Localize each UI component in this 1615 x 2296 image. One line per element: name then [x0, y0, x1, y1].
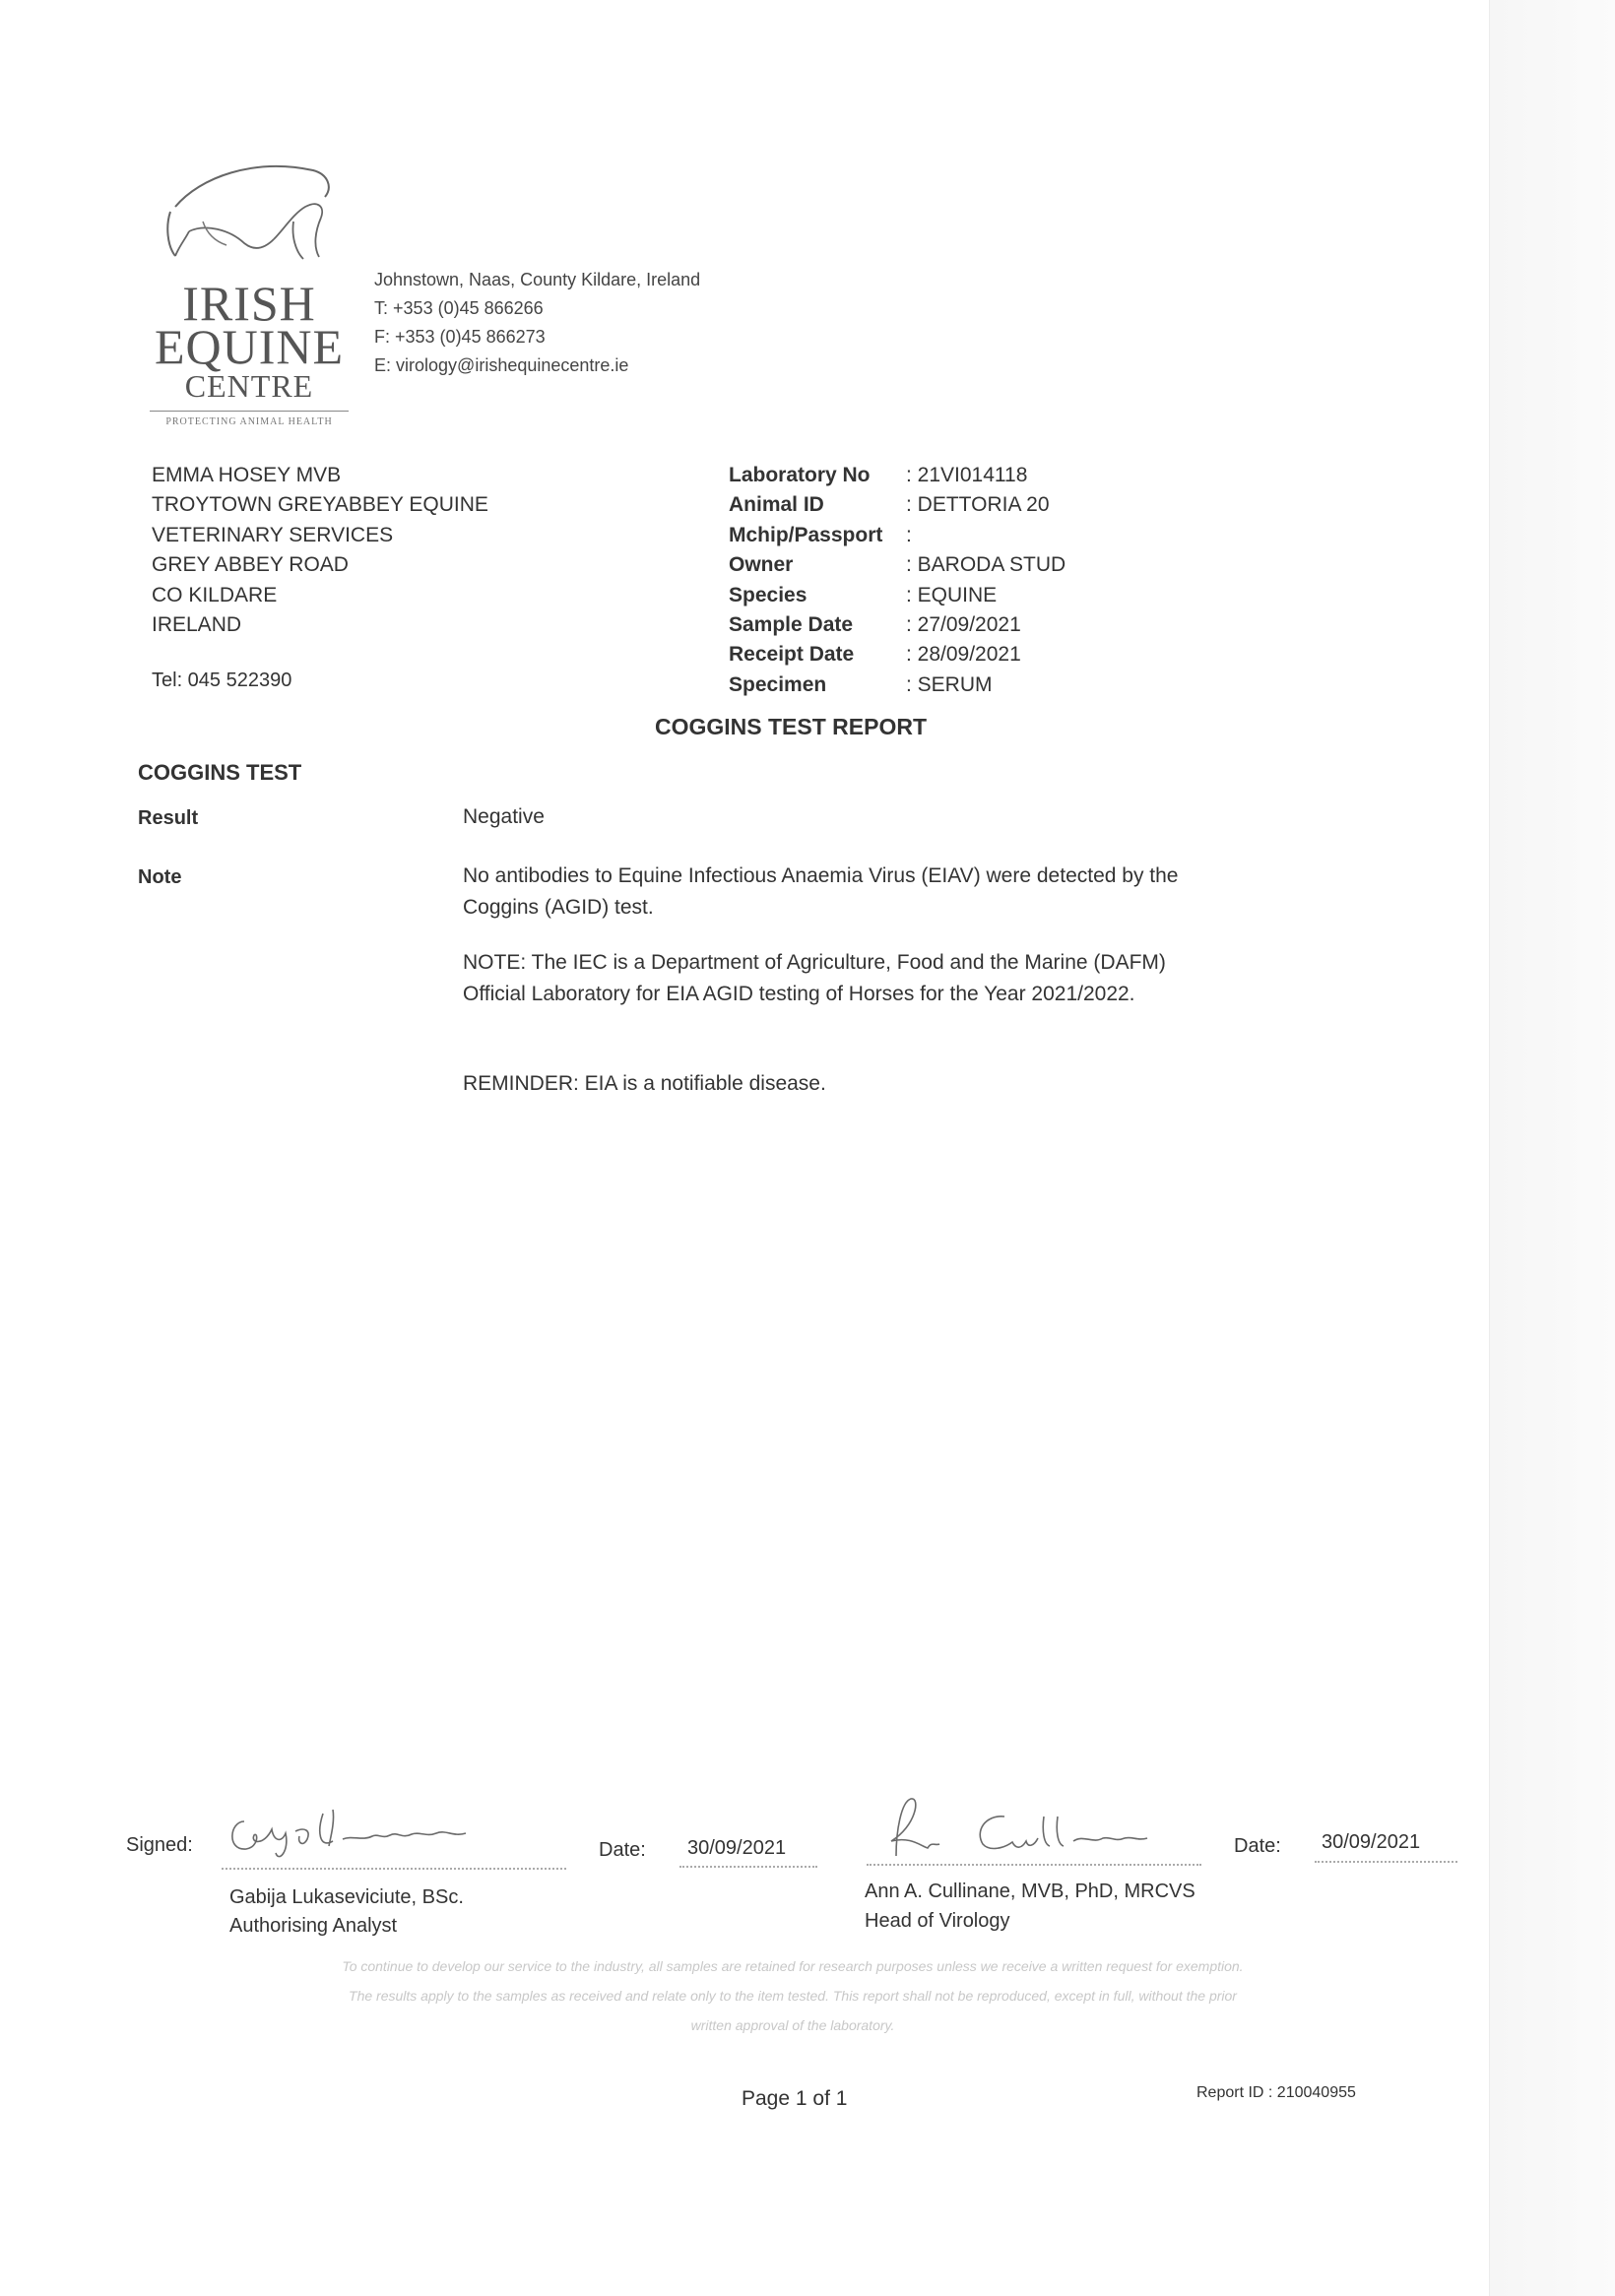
detail-label: Receipt Date — [729, 643, 855, 667]
date-line-1 — [679, 1866, 817, 1868]
date-value-2: 30/09/2021 — [1322, 1831, 1421, 1853]
page-number: Page 1 of 1 — [742, 2087, 848, 2110]
date-label-1: Date: — [599, 1839, 646, 1861]
detail-value: : 27/09/2021 — [906, 612, 1021, 636]
contact-block — [374, 266, 700, 380]
detail-label: Sample Date — [729, 612, 854, 636]
address-line: VETERINARY SERVICES — [152, 523, 394, 546]
contact-email — [374, 351, 700, 380]
date-value-1: 30/09/2021 — [687, 1837, 787, 1859]
note-label: Note — [138, 866, 182, 888]
detail-value: : EQUINE — [906, 583, 998, 606]
phone-value: +353 (0)45 866266 — [393, 298, 544, 318]
date-label-2: Date: — [1234, 1835, 1281, 1857]
detail-row — [729, 550, 1066, 580]
sample-details — [729, 461, 1066, 700]
detail-row — [729, 640, 1066, 670]
result-label: Result — [138, 807, 199, 829]
report-id: Report ID : 210040955 — [1196, 2084, 1356, 2101]
address-line: IRELAND — [152, 613, 242, 637]
detail-row — [729, 490, 1066, 520]
address-line: GREY ABBEY ROAD — [152, 553, 349, 577]
logo-word-irish: IRISH — [182, 276, 316, 331]
note-paragraph: NOTE: The IEC is a Department of Agriculture, Food and the Marine (DAFM) Official Laboratory for EIA AGID testing of Horses for the Year 2021/2022. — [463, 951, 1166, 1005]
irish-equine-centre-logo — [146, 153, 353, 438]
signature-line-1 — [222, 1868, 566, 1870]
detail-row — [729, 610, 1066, 640]
signature-1 — [225, 1792, 520, 1866]
signature-2 — [867, 1787, 1162, 1866]
contact-address: Johnstown, Naas, County Kildare, Ireland — [374, 270, 701, 289]
detail-label: Owner — [729, 553, 794, 577]
email-value: virology@irishequinecentre.ie — [396, 355, 629, 375]
disclaimer — [197, 1951, 1389, 2040]
signer-2-name: Ann A. Cullinane, MVB, PhD, MRCVS — [865, 1881, 1195, 1902]
address-line: EMMA HOSEY MVB — [152, 464, 342, 486]
detail-value: : — [906, 523, 912, 546]
detail-label: Animal ID — [729, 493, 824, 517]
note-paragraph: REMINDER: EIA is a notifiable disease. — [463, 1072, 826, 1095]
detail-row — [729, 461, 1066, 490]
contact-fax — [374, 323, 700, 351]
signer-1-title: Authorising Analyst — [229, 1915, 398, 1937]
logo-tagline: PROTECTING ANIMAL HEALTH — [165, 416, 333, 427]
detail-label: Mchip/Passport — [729, 523, 883, 546]
signer-2-title: Head of Virology — [865, 1910, 1010, 1932]
note-paragraph: No antibodies to Equine Infectious Anaemia Virus (EIAV) were detected by the Coggins (AGID) test. — [463, 864, 1179, 919]
signer-1-name: Gabija Lukaseviciute, BSc. — [229, 1886, 464, 1908]
disclaimer-line: written approval of the laboratory. — [690, 2017, 895, 2033]
page-edge-shadow — [1489, 0, 1615, 2296]
detail-value: : 21VI014118 — [906, 464, 1028, 486]
phone-label: T: — [374, 298, 389, 318]
date-line-2 — [1315, 1861, 1457, 1863]
detail-value: : SERUM — [906, 672, 993, 696]
disclaimer-line: The results apply to the samples as received and relate only to the item tested. This report shall not be reproduced, except in full, without the prior — [349, 1988, 1237, 2004]
detail-label: Specimen — [729, 672, 827, 696]
disclaimer-line: To continue to develop our service to the industry, all samples are retained for research purposes unless we receive a written request for exemption. — [342, 1958, 1244, 1974]
fax-label: F: — [374, 327, 390, 347]
horse-logo-icon — [146, 153, 353, 281]
fax-value: +353 (0)45 866273 — [395, 327, 546, 347]
email-label: E: — [374, 355, 392, 375]
address-line: CO KILDARE — [152, 583, 278, 606]
report-title: COGGINS TEST REPORT — [655, 714, 928, 739]
address-line: TROYTOWN GREYABBEY EQUINE — [152, 493, 488, 517]
result-value: Negative — [463, 805, 545, 828]
recipient-address — [152, 461, 488, 640]
detail-row — [729, 581, 1066, 610]
detail-value: : DETTORIA 20 — [906, 493, 1050, 517]
detail-row — [729, 670, 1066, 700]
detail-value: : 28/09/2021 — [906, 643, 1021, 667]
detail-label: Laboratory No — [729, 464, 871, 486]
logo-word-centre: CENTRE — [184, 368, 314, 404]
detail-label: Species — [729, 583, 808, 606]
detail-row — [729, 521, 1066, 550]
section-title: COGGINS TEST — [138, 760, 302, 785]
detail-value: : BARODA STUD — [906, 553, 1066, 577]
logo-word-equine: EQUINE — [154, 319, 345, 374]
logo-rule — [150, 411, 349, 412]
recipient-tel: Tel: 045 522390 — [152, 670, 292, 691]
signed-label: Signed: — [126, 1834, 193, 1856]
contact-phone — [374, 294, 700, 323]
